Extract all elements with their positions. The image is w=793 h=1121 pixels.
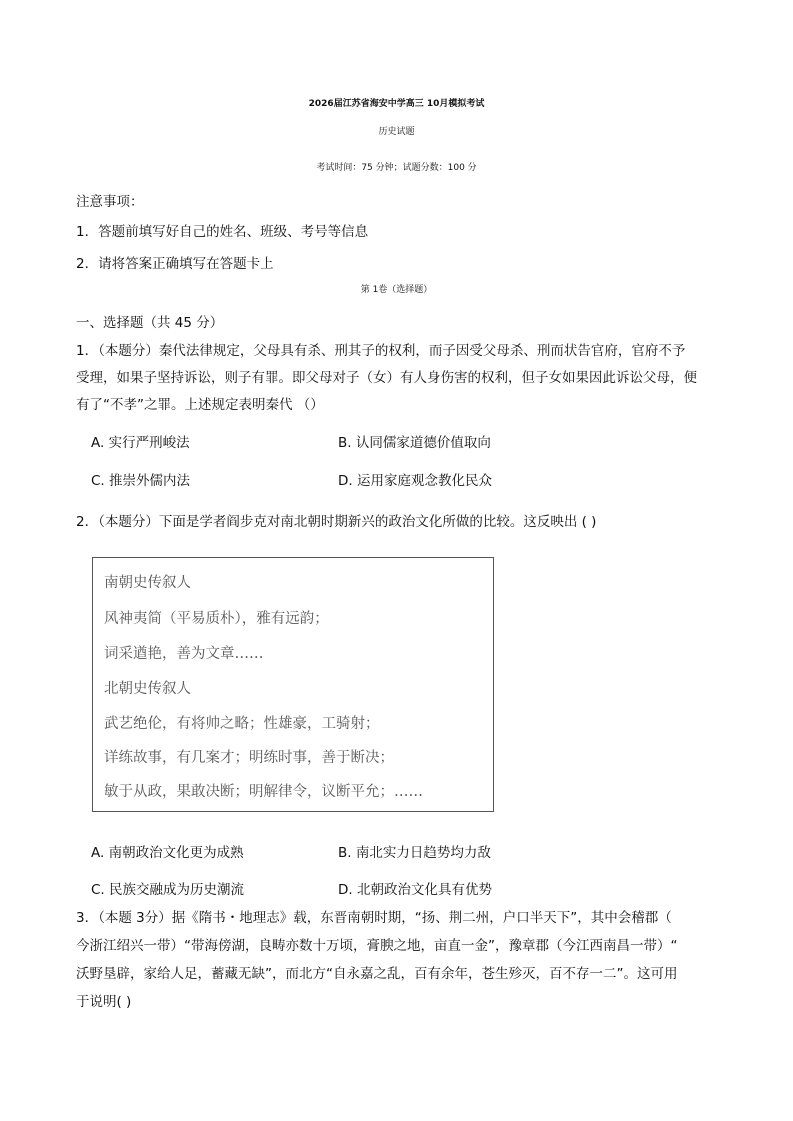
- notice-heading: 注意事项：: [76, 194, 144, 210]
- q1-option-b: B. 认同儒家道德价值取向: [338, 435, 491, 451]
- q1-stem-line-3: 有了“不孝”之罪。上述规定表明秦代 （）: [76, 397, 324, 413]
- q2-option-a: A. 南朝政治文化更为成熟: [91, 845, 244, 861]
- exam-title: 2026届江苏省海安中学高三 10月模拟考试: [308, 99, 485, 109]
- q1-option-d: D. 运用家庭观念教化民众: [338, 473, 492, 489]
- q1-option-a: A. 实行严刑峻法: [91, 435, 190, 451]
- quote-line: 武艺绝伦，有将帅之略；性雄豪，工骑射；: [104, 716, 380, 732]
- q1-stem-line-2: 受理，如果子坚持诉讼，则子有罪。即父母对子（女）有人身伤害的权利，但子女如果因此诉讼父母，便: [76, 370, 697, 386]
- q2-option-c: C. 民族交融成为历史潮流: [91, 882, 245, 898]
- exam-info: 考试时间：75 分钟；试题分数：100 分: [316, 163, 477, 173]
- q2-option-d: D. 北朝政治文化具有优势: [338, 882, 492, 898]
- notice-item-1: 1．答题前填写好自己的姓名、班级、考号等信息: [76, 224, 369, 240]
- quote-line: 风神夷简（平易质朴），雅有远韵；: [104, 611, 329, 627]
- quote-line: 详练故事，有几案才；明练时事，善于断决；: [104, 750, 394, 766]
- quote-line: 北朝史传叙人: [104, 681, 191, 697]
- subject-title: 历史试题: [378, 127, 415, 137]
- q2-option-b: B. 南北实力日趋势均力敌: [338, 845, 491, 861]
- q1-stem-line-1: 1．（本题分）秦代法律规定，父母具有杀、刑其子的权利，而子因受父母杀、刑而状告官府，官府不予: [76, 343, 686, 359]
- section-title: 一、选择题（共 45 分）: [76, 315, 224, 331]
- q1-option-c: C. 推崇外儒内法: [91, 473, 191, 489]
- q3-stem-line-4: 于说明( ): [76, 994, 132, 1010]
- notice-item-2: 2．请将答案正确填写在答题卡上: [76, 256, 274, 272]
- q2-stem: 2．（本题分）下面是学者阎步克对南北朝时期新兴的政治文化所做的比较。这反映出 ( ): [76, 514, 597, 530]
- q3-stem-line-3: 沃野垦辟，家给人足，蓄藏无缺”，而北方“自永嘉之乱，百有余年，苍生殄灭，百不存一二”。这可用: [76, 966, 678, 982]
- q2-quote-box: [92, 557, 494, 812]
- volume-title: 第 1卷（选择题）: [360, 285, 433, 295]
- quote-line: 敏于从政，果敢决断；明解律令，议断平允；……: [104, 784, 423, 800]
- quote-line: 词采遒艳，善为文章……: [104, 646, 264, 662]
- q3-stem-line-2: 今浙江绍兴一带）“带海傍湖，良畴亦数十万顷，膏腴之地，亩直一金”，豫章郡（今江西南昌一带）“: [76, 938, 678, 954]
- quote-line: 南朝史传叙人: [104, 575, 191, 591]
- q3-stem-line-1: 3．（本题 3分）据《隋书・地理志》载，东晋南朝时期，“扬、荆二州，户口半天下”，其中会稽郡（: [76, 910, 672, 926]
